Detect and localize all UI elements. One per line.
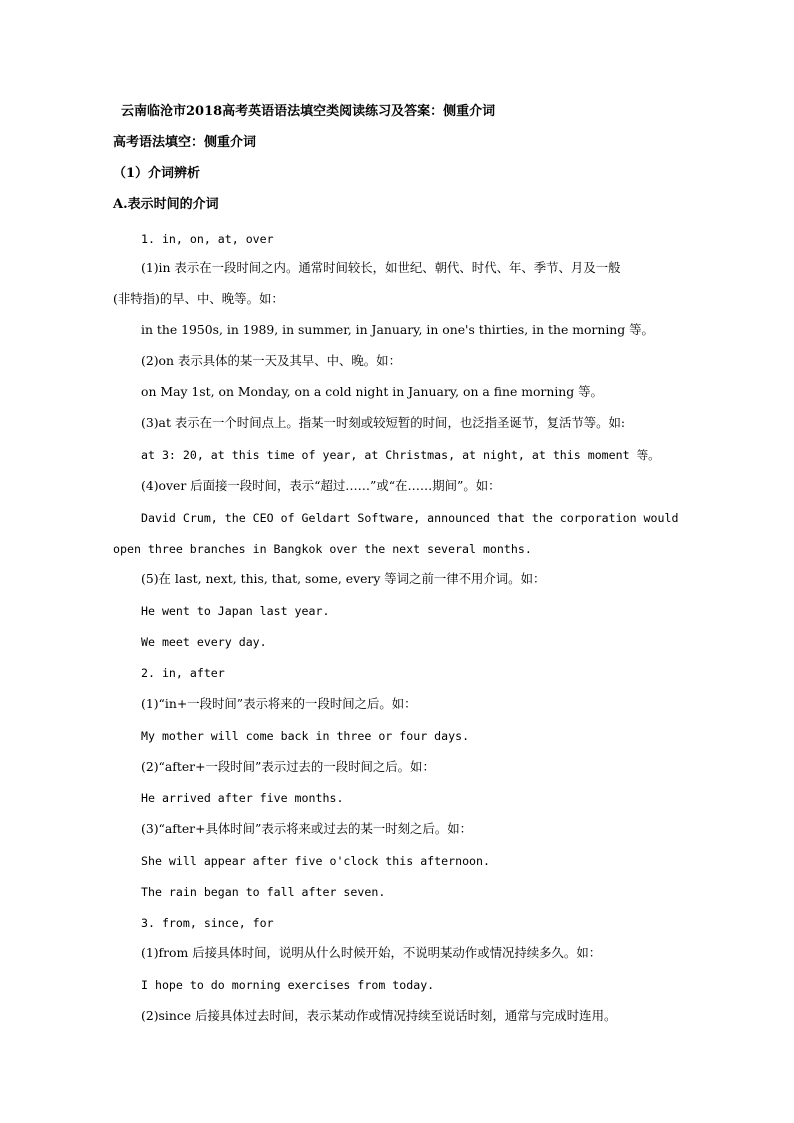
paragraph-line: (3)at 表示在一个时间点上。指某一时刻或较短暂的时间，也泛指圣诞节，复活节等。如: xyxy=(141,415,626,430)
subsection-heading: A.表示时间的介词 xyxy=(113,197,219,212)
example-line: We meet every day. xyxy=(141,635,267,649)
example-line: My mother will come back in three or four days. xyxy=(141,729,470,743)
section-heading: 高考语法填空：侧重介词 xyxy=(113,135,257,150)
example-line: open three branches in Bangkok over the next several months. xyxy=(113,542,532,556)
example-line: The rain began to fall after seven. xyxy=(141,885,386,899)
example-line: on May 1st, on Monday, on a cold night in January, on a fine morning 等。 xyxy=(141,384,603,399)
example-line: I hope to do morning exercises from today. xyxy=(141,978,435,992)
paragraph-line: (1)from 后接具体时间，说明从什么时候开始，不说明某动作或情况持续多久。如： xyxy=(141,945,602,960)
paragraph-line: (2)on 表示具体的某一天及其早、中、晚。如： xyxy=(141,353,401,368)
paragraph-line: (非特指)的早、中、晚等。如： xyxy=(113,291,284,306)
paragraph-line: (1)“in+一段时间”表示将来的一段时间之后。如： xyxy=(141,696,417,711)
paragraph-line: (1)in 表示在一段时间之内。通常时间较长，如世纪、朝代、时代、年、季节、月及一般 xyxy=(141,260,621,275)
example-line: He went to Japan last year. xyxy=(141,604,330,618)
example-line: at 3: 20, at this time of year, at Christmas, at night, at this moment 等。 xyxy=(141,448,660,462)
item-heading: 1. in, on, at, over xyxy=(141,232,274,246)
item-heading: 2. in, after xyxy=(141,666,225,680)
document-title: 云南临沧市2018高考英语语法填空类阅读练习及答案：侧重介词 xyxy=(121,104,496,119)
paragraph-line: (3)“after+具体时间”表示将来或过去的某一时刻之后。如： xyxy=(141,821,473,836)
example-line: in the 1950s, in 1989, in summer, in January, in one's thirties, in the morning 等。 xyxy=(141,322,654,337)
paragraph-line: (2)since 后接具体过去时间，表示某动作或情况持续至说话时刻，通常与完成时连用。 xyxy=(141,1008,617,1023)
paragraph-line: (2)“after+一段时间”表示过去的一段时间之后。如： xyxy=(141,759,435,774)
paragraph-line: (4)over 后面接一段时间，表示“超过……”或“在……期间”。如： xyxy=(141,478,501,493)
example-line: He arrived after five months. xyxy=(141,791,344,805)
example-line: David Crum, the CEO of Geldart Software, announced that the corporation would xyxy=(141,511,679,525)
item-heading: 3. from, since, for xyxy=(141,916,274,930)
section-subheading: （1）介词辨析 xyxy=(113,166,201,181)
paragraph-line: (5)在 last, next, this, that, some, every 等词之前一律不用介词。如： xyxy=(141,571,546,586)
example-line: She will appear after five o'clock this afternoon. xyxy=(141,854,491,868)
